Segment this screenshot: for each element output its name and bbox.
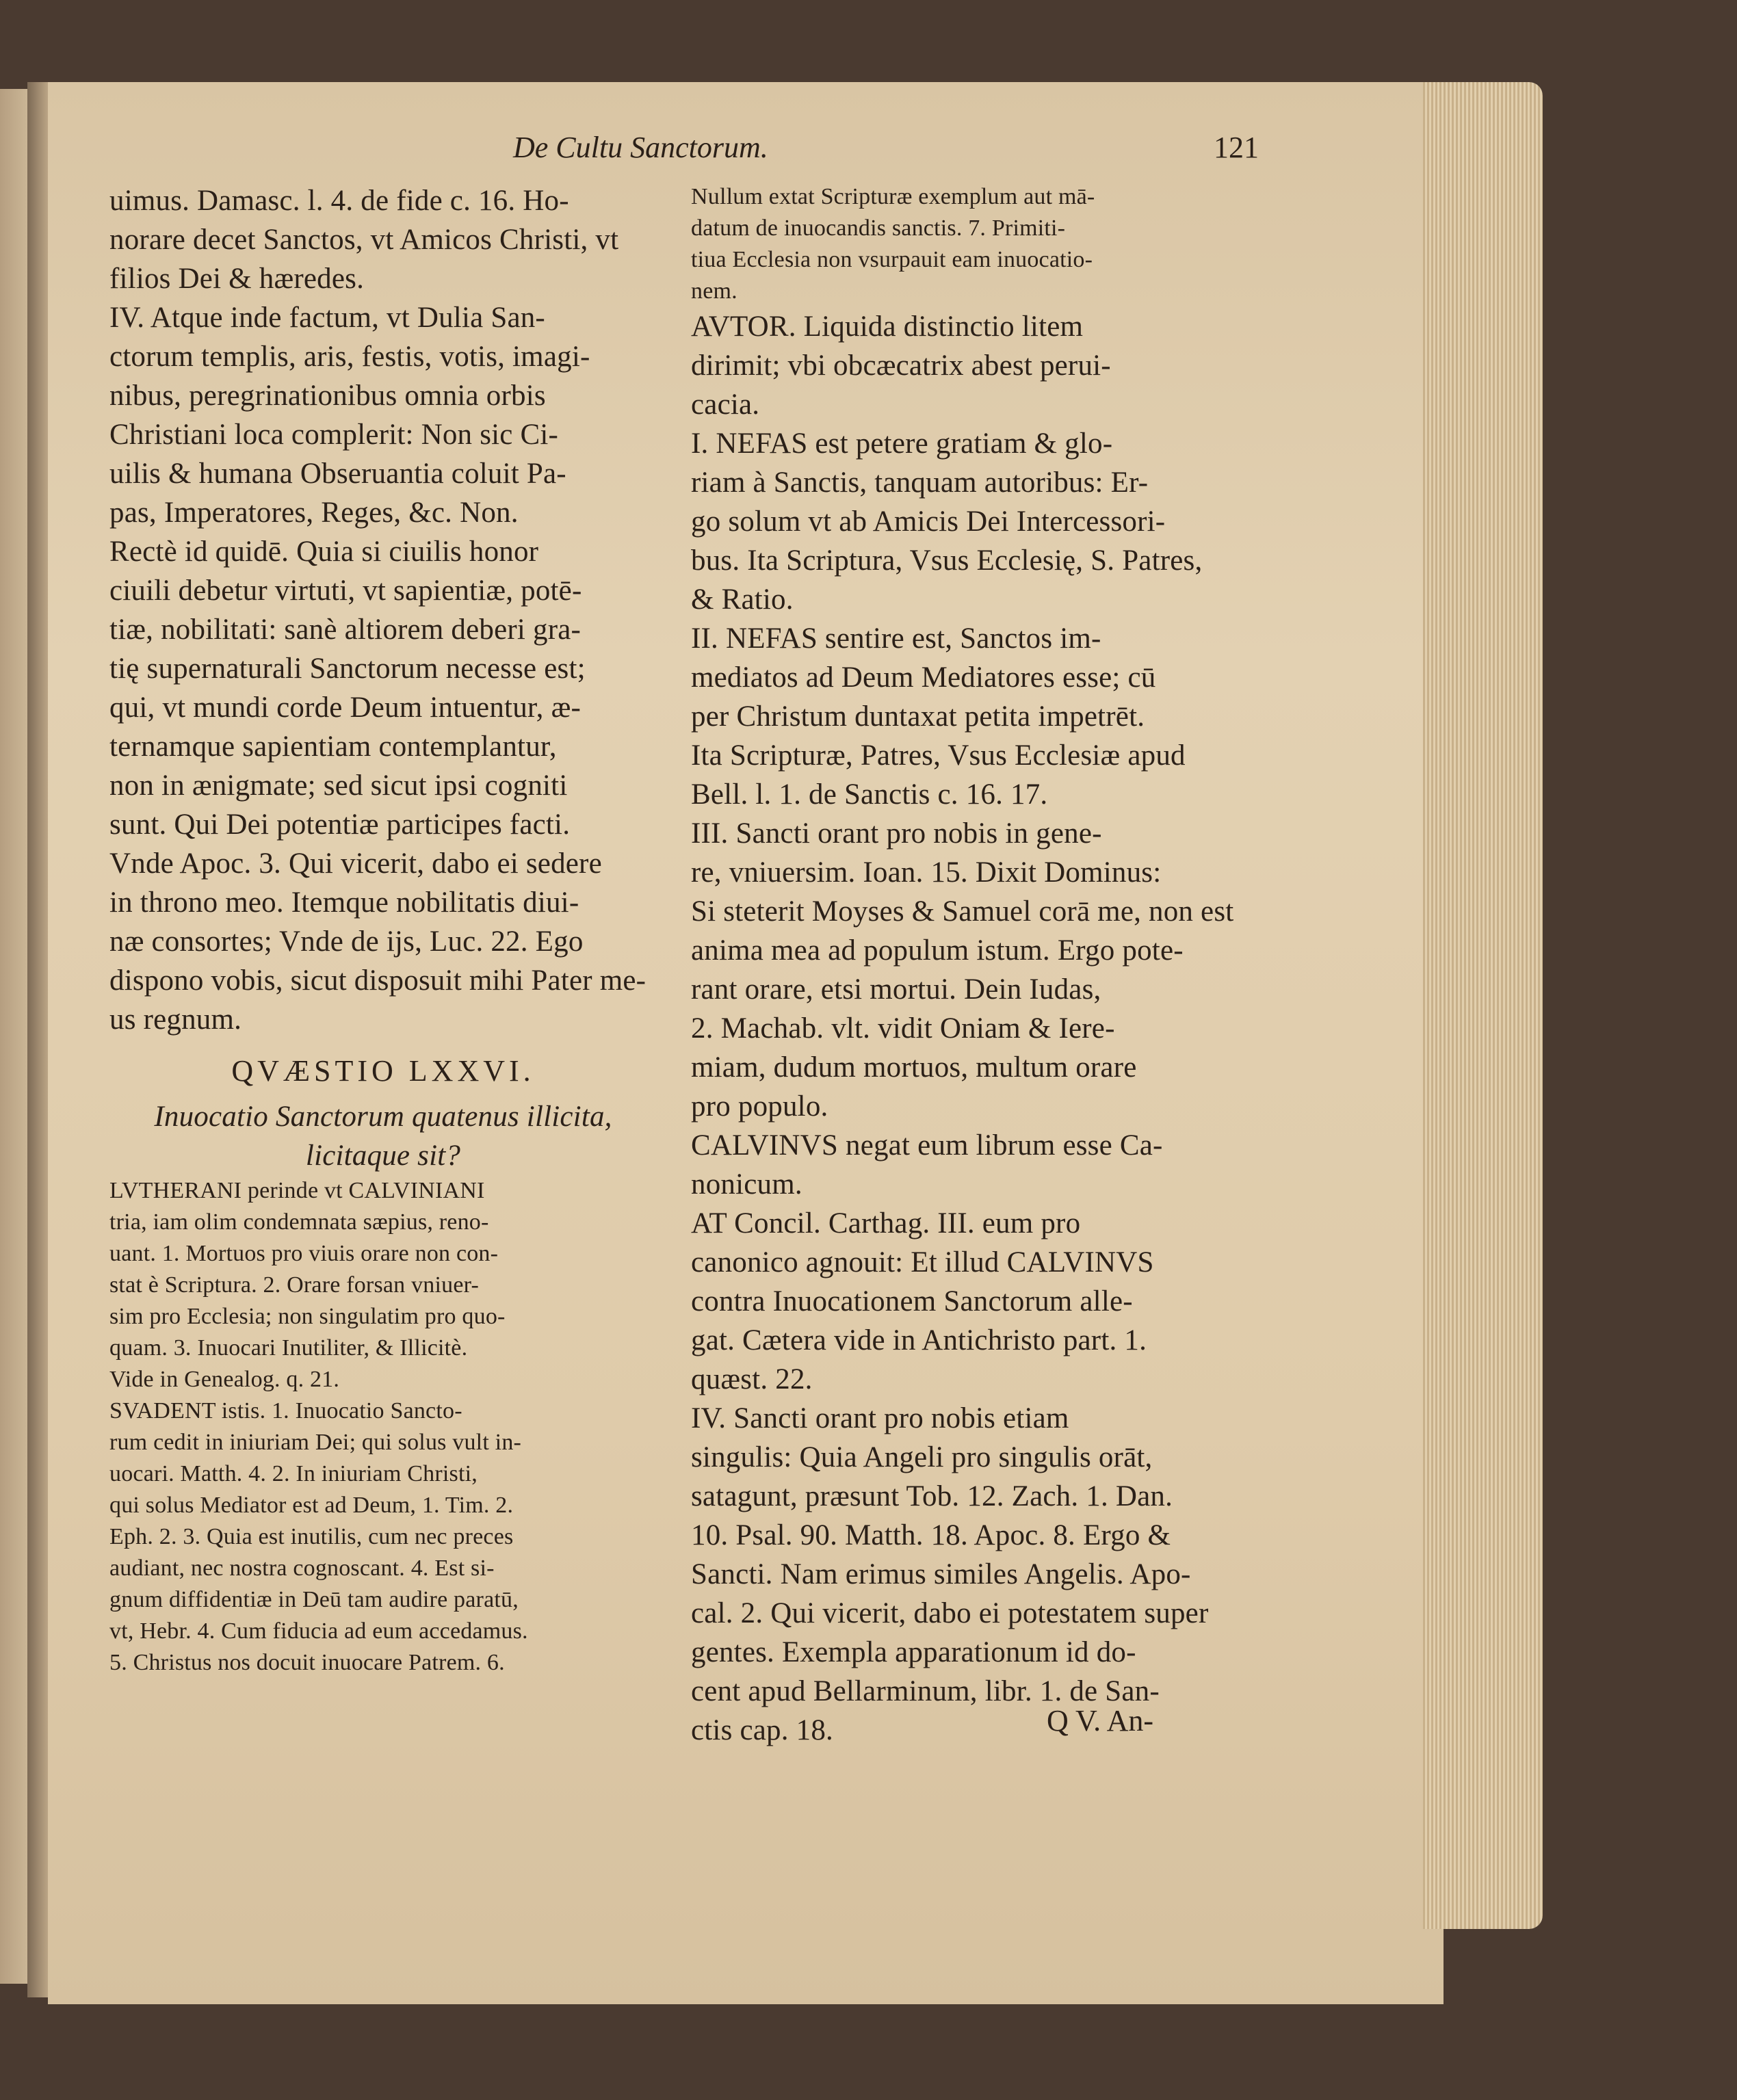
text-line: rum cedit in iniuriam Dei; qui solus vult in-: [109, 1430, 522, 1455]
text-line: anima mea ad populum istum. Ergo pote-: [691, 934, 1184, 967]
text-line: nem.: [691, 278, 737, 304]
text-line: IV. Atque inde factum, vt Dulia San-: [109, 302, 545, 334]
text-line: gnum diffidentiæ in Deū tam audire paratū,: [109, 1587, 519, 1612]
text-line: Vide in Genealog. q. 21.: [109, 1367, 340, 1392]
text-line: tię supernaturali Sanctorum necesse est;: [109, 653, 586, 685]
text-line: datum de inuocandis sanctis. 7. Primiti-: [691, 215, 1066, 241]
text-line: ctis cap. 18.: [691, 1714, 833, 1746]
text-line: Si steterit Moyses & Samuel corā me, non est: [691, 895, 1234, 928]
text-line: re, vniuersim. Ioan. 15. Dixit Dominus:: [691, 856, 1162, 889]
text-line: filios Dei & hæredes.: [109, 263, 365, 295]
text-line: bus. Ita Scriptura, Vsus Ecclesię, S. Patres,: [691, 544, 1203, 577]
text-line: quæst. 22.: [691, 1363, 813, 1395]
running-head: De Cultu Sanctorum.: [513, 131, 768, 164]
text-line: gentes. Exempla apparationum id do-: [691, 1636, 1136, 1668]
text-line: tiua Ecclesia non vsurpauit eam inuocatio-: [691, 247, 1093, 272]
page-number: 121: [1214, 131, 1259, 164]
text-line: contra Inuocationem Sanctorum alle-: [691, 1285, 1133, 1317]
text-line: cacia.: [691, 389, 760, 421]
text-line: Sancti. Nam erimus similes Angelis. Apo-: [691, 1558, 1191, 1590]
text-line: Bell. l. 1. de Sanctis c. 16. 17.: [691, 778, 1048, 811]
text-line: ternamque sapientiam contemplantur,: [109, 731, 557, 763]
text-line: 5. Christus nos docuit inuocare Patrem. 6.: [109, 1650, 505, 1675]
text-line: uilis & humana Obseruantia coluit Pa-: [109, 458, 566, 490]
text-line: us regnum.: [109, 1003, 242, 1036]
text-line: dispono vobis, sicut disposuit mihi Pater me-: [109, 964, 647, 997]
question-subheading: Inuocatio Sanctorum quatenus illicita,: [154, 1101, 612, 1133]
text-line: non in ænigmate; sed sicut ipsi cogniti: [109, 770, 568, 802]
text-line: nonicum.: [691, 1168, 802, 1200]
text-line: riam à Sanctis, tanquam autoribus: Er-: [691, 467, 1149, 499]
text-line: Nullum extat Scripturæ exemplum aut mā-: [691, 184, 1095, 209]
text-line: dirimit; vbi obcæcatrix abest perui-: [691, 350, 1111, 382]
text-line: quam. 3. Inuocari Inutiliter, & Illicitè.: [109, 1335, 468, 1361]
text-line: qui solus Mediator est ad Deum, 1. Tim. 2.: [109, 1493, 514, 1518]
text-line: tiæ, nobilitati: sanè altiorem deberi gra-: [109, 614, 582, 646]
text-line: AT Concil. Carthag. III. eum pro: [691, 1207, 1081, 1239]
text-line: in throno meo. Itemque nobilitatis diui-: [109, 887, 579, 919]
text-line: IV. Sancti orant pro nobis etiam: [691, 1402, 1069, 1434]
text-line: næ consortes; Vnde de ijs, Luc. 22. Ego: [109, 926, 584, 958]
text-line: rant orare, etsi mortui. Dein Iudas,: [691, 973, 1101, 1006]
text-line: per Christum duntaxat petita impetrēt.: [691, 700, 1145, 733]
text-line: sim pro Ecclesia; non singulatim pro quo-: [109, 1304, 506, 1329]
text-line: sunt. Qui Dei potentiæ participes facti.: [109, 809, 571, 841]
right-column: [691, 181, 1238, 1750]
page-header: [109, 130, 1259, 178]
text-line: nibus, peregrinationibus omnia orbis: [109, 380, 546, 412]
text-line: 10. Psal. 90. Matth. 18. Apoc. 8. Ergo &: [691, 1519, 1171, 1551]
text-line: SVADENT istis. 1. Inuocatio Sancto-: [109, 1398, 462, 1423]
text-line: stat è Scriptura. 2. Orare forsan vniuer-: [109, 1272, 479, 1298]
text-line: Vnde Apoc. 3. Qui vicerit, dabo ei sedere: [109, 848, 602, 880]
text-line: Ita Scripturæ, Patres, Vsus Ecclesiæ apud: [691, 739, 1186, 772]
text-line: Rectè id quidē. Quia si ciuilis honor: [109, 536, 539, 568]
text-line: III. Sancti orant pro nobis in gene-: [691, 817, 1102, 850]
text-line: CALVINVS negat eum librum esse Ca-: [691, 1129, 1163, 1161]
text-line: cal. 2. Qui vicerit, dabo ei potestatem super: [691, 1597, 1209, 1629]
text-line: uimus. Damasc. l. 4. de fide c. 16. Ho-: [109, 185, 569, 217]
text-line: miam, dudum mortuos, multum orare: [691, 1051, 1137, 1084]
text-line: go solum vt ab Amicis Dei Intercessori-: [691, 506, 1166, 538]
text-line: Christiani loca complerit: Non sic Ci-: [109, 419, 559, 451]
text-line: I. NEFAS est petere gratiam & glo-: [691, 428, 1113, 460]
text-line: mediatos ad Deum Mediatores esse; cū: [691, 661, 1156, 694]
text-line: singulis: Quia Angeli pro singulis orāt,: [691, 1441, 1153, 1473]
text-line: AVTOR. Liquida distinctio litem: [691, 311, 1084, 343]
question-subheading: licitaque sit?: [305, 1140, 461, 1172]
text-line: audiant, nec nostra cognoscant. 4. Est si-: [109, 1556, 495, 1581]
text-line: gat. Cætera vide in Antichristo part. 1.: [691, 1324, 1147, 1356]
text-line: ctorum templis, aris, festis, votis, imagi-: [109, 341, 590, 373]
text-line: LVTHERANI perinde vt CALVINIANI: [109, 1178, 485, 1203]
text-line: tria, iam olim condemnata sæpius, reno-: [109, 1209, 489, 1235]
text-line: canonico agnouit: Et illud CALVINVS: [691, 1246, 1154, 1278]
text-line: satagunt, præsunt Tob. 12. Zach. 1. Dan.: [691, 1480, 1173, 1512]
left-column: [109, 181, 657, 1679]
text-line: uant. 1. Mortuos pro viuis orare non con-: [109, 1241, 499, 1266]
text-line: pas, Imperatores, Reges, &c. Non.: [109, 497, 519, 529]
text-line: pro populo.: [691, 1090, 828, 1123]
question-heading: QVÆSTIO LXXVI.: [231, 1054, 535, 1088]
text-line: Eph. 2. 3. Quia est inutilis, cum nec preces: [109, 1524, 514, 1549]
catchword: Q V. An-: [1047, 1704, 1154, 1737]
text-line: ciuili debetur virtuti, vt sapientiæ, potē-: [109, 575, 582, 607]
text-line: cent apud Bellarminum, libr. 1. de San-: [691, 1675, 1160, 1707]
text-line: norare decet Sanctos, vt Amicos Christi, vt: [109, 224, 619, 256]
text-line: vt, Hebr. 4. Cum fiducia ad eum accedamus.: [109, 1618, 528, 1644]
text-line: & Ratio.: [691, 583, 794, 616]
text-line: uocari. Matth. 4. 2. In iniuriam Christi,: [109, 1461, 478, 1486]
text-line: II. NEFAS sentire est, Sanctos im-: [691, 622, 1101, 655]
text-line: qui, vt mundi corde Deum intuentur, æ-: [109, 692, 581, 724]
text-line: 2. Machab. vlt. vidit Oniam & Iere-: [691, 1012, 1115, 1045]
